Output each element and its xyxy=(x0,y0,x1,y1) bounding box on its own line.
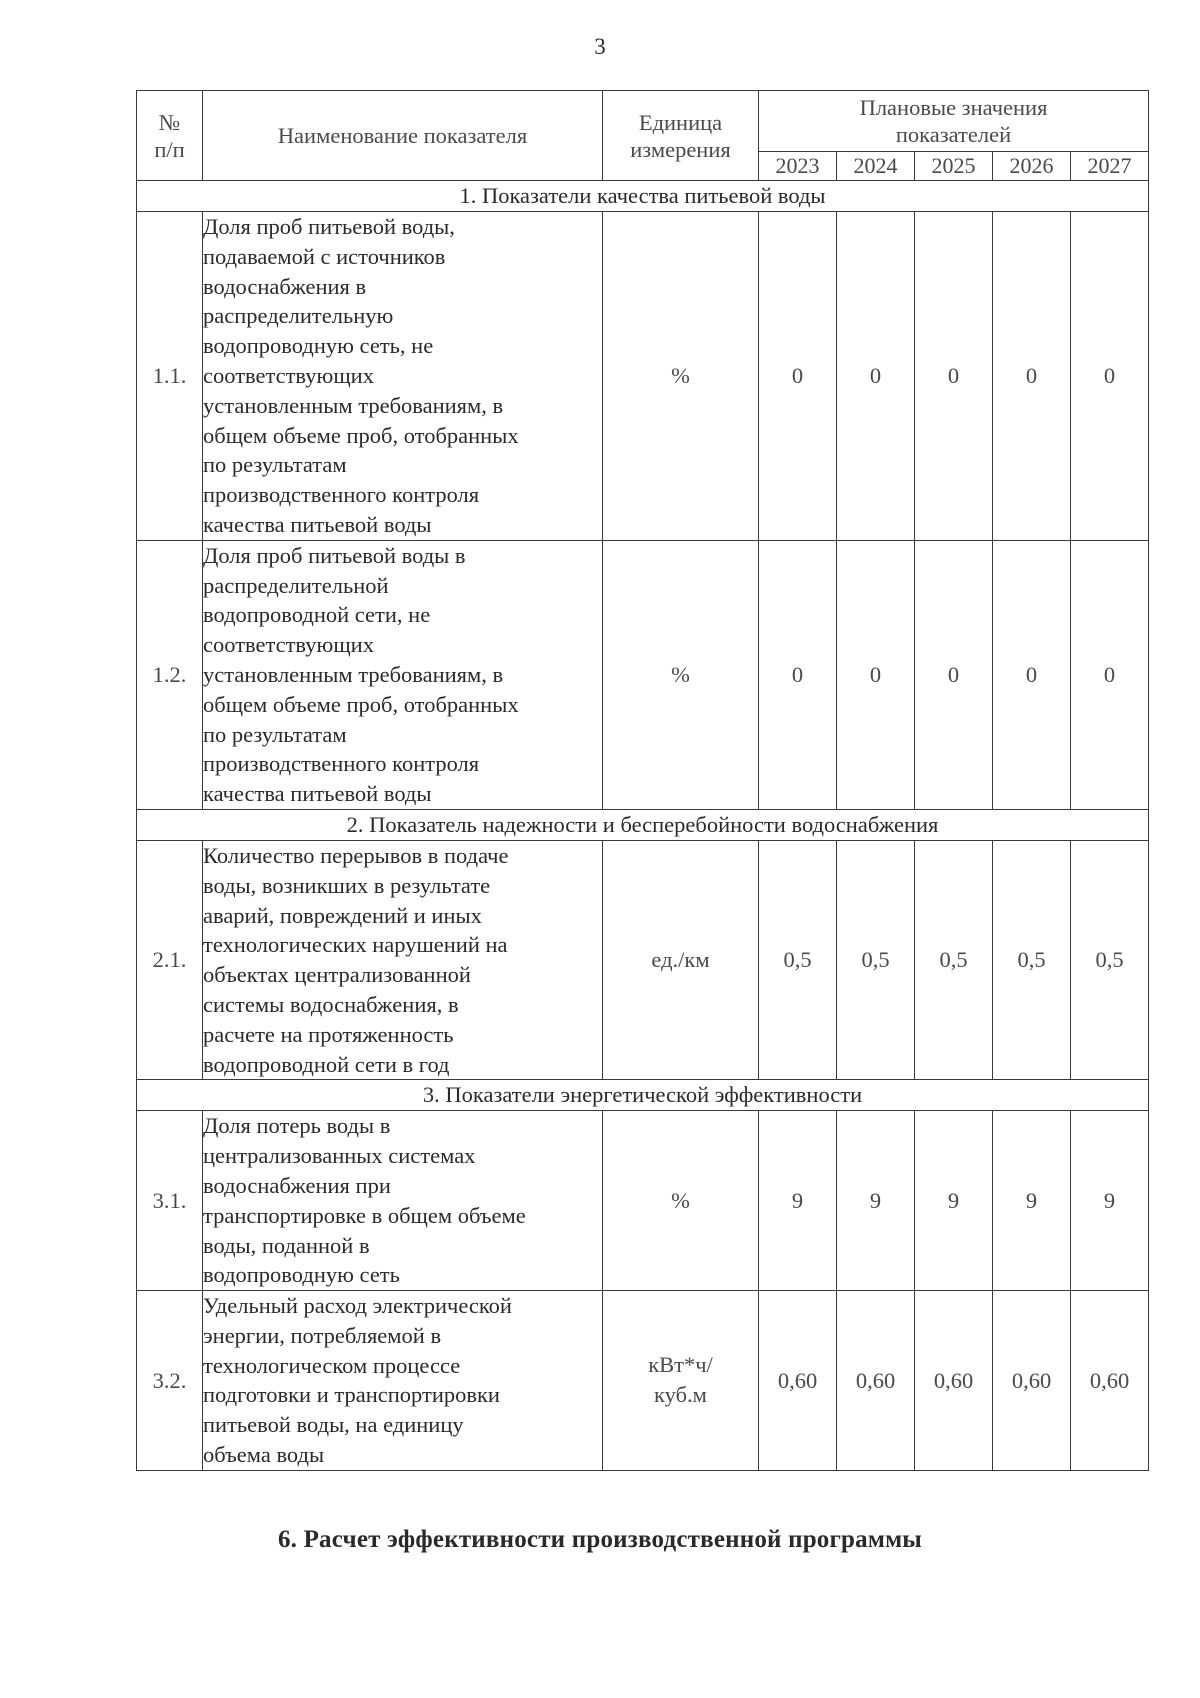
value-cell: 0 xyxy=(915,540,993,809)
value-cell: 0,60 xyxy=(837,1291,915,1471)
indicator-name xyxy=(203,840,603,1079)
value-cell: 0,60 xyxy=(759,1291,837,1471)
header-year: 2026 xyxy=(993,152,1071,181)
indicator-name-text: Доля потерь воды в централизованных системах водоснабжения при транспортировке в общем объеме воды, поданной в водопроводную сеть xyxy=(203,1113,526,1288)
header-planned xyxy=(759,91,1149,152)
value-cell: 9 xyxy=(993,1111,1071,1291)
row-number: 1.2. xyxy=(137,540,203,809)
table-row xyxy=(137,1111,1149,1291)
unit-cell: % xyxy=(603,540,759,809)
header-year: 2027 xyxy=(1071,152,1149,181)
value-cell: 0,5 xyxy=(759,840,837,1079)
unit-cell: % xyxy=(603,212,759,541)
row-number: 3.1. xyxy=(137,1111,203,1291)
value-cell: 0 xyxy=(915,212,993,541)
table-row xyxy=(137,540,1149,809)
value-cell: 9 xyxy=(759,1111,837,1291)
section-row xyxy=(137,181,1149,212)
indicator-name-text: Удельный расход электрической энергии, потребляемой в технологическом процессе подготовки и транспортировки питьевой воды, на единицу объема воды xyxy=(203,1293,512,1468)
header-num-text: № п/п xyxy=(154,109,185,162)
value-cell: 0 xyxy=(759,212,837,541)
indicators-table xyxy=(136,90,1149,1471)
header-unit xyxy=(603,91,759,181)
indicator-name xyxy=(203,212,603,541)
section-title: 2. Показатель надежности и бесперебойности водоснабжения xyxy=(137,809,1149,840)
unit-cell: ед./км xyxy=(603,840,759,1079)
header-name xyxy=(203,91,603,181)
header-num xyxy=(137,91,203,181)
value-cell: 0,5 xyxy=(837,840,915,1079)
value-cell: 9 xyxy=(837,1111,915,1291)
row-number: 3.2. xyxy=(137,1291,203,1471)
unit-cell xyxy=(603,1291,759,1471)
value-cell: 0,5 xyxy=(1071,840,1149,1079)
indicator-name-text: Количество перерывов в подаче воды, возникших в результате аварий, повреждений и иных технологических нарушений на объектах централизованной системы водоснабжения, в расчете на протяженность водопроводной сети в год xyxy=(203,842,509,1077)
indicator-name-text: Доля проб питьевой воды в распределительной водопроводной сети, не соответствующих установленным требованиям, в общем объеме проб, отобранных по результатам производственного контроля качества питьевой воды xyxy=(203,542,519,807)
header-planned-text: Плановые значения показателей xyxy=(859,95,1048,147)
header-year: 2025 xyxy=(915,152,993,181)
value-cell: 0 xyxy=(993,540,1071,809)
section-title: 3. Показатели энергетической эффективности xyxy=(137,1080,1149,1111)
section-title: 1. Показатели качества питьевой воды xyxy=(137,181,1149,212)
value-cell: 0 xyxy=(1071,540,1149,809)
section-heading: 6. Расчет эффективности производственной программы xyxy=(277,1526,923,1553)
value-cell: 0,5 xyxy=(915,840,993,1079)
unit-text: кВт*ч/ куб.м xyxy=(648,1352,713,1408)
value-cell: 0 xyxy=(759,540,837,809)
indicator-name xyxy=(203,1111,603,1291)
value-cell: 0,60 xyxy=(915,1291,993,1471)
value-cell: 0 xyxy=(837,540,915,809)
value-cell: 9 xyxy=(1071,1111,1149,1291)
section-row xyxy=(137,1080,1149,1111)
value-cell: 0 xyxy=(837,212,915,541)
value-cell: 9 xyxy=(915,1111,993,1291)
table-row xyxy=(137,1291,1149,1471)
header-name-text: Наименование показателя xyxy=(277,123,528,148)
indicator-name-text: Доля проб питьевой воды, подаваемой с источников водоснабжения в распределительную водопроводную сеть, не соответствующих установленным требованиям, в общем объеме проб, отобранных по результатам производственного контроля качества питьевой воды xyxy=(203,214,519,537)
header-unit-text: Единица измерения xyxy=(630,109,731,162)
value-cell: 0,60 xyxy=(1071,1291,1149,1471)
table-row xyxy=(137,840,1149,1079)
row-number: 2.1. xyxy=(137,840,203,1079)
row-number: 1.1. xyxy=(137,212,203,541)
value-cell: 0,5 xyxy=(993,840,1071,1079)
page-number: 3 xyxy=(594,34,606,59)
table-row xyxy=(137,212,1149,541)
indicator-name xyxy=(203,1291,603,1471)
unit-cell: % xyxy=(603,1111,759,1291)
header-year: 2023 xyxy=(759,152,837,181)
section-row xyxy=(137,809,1149,840)
indicator-name xyxy=(203,540,603,809)
header-year: 2024 xyxy=(837,152,915,181)
value-cell: 0 xyxy=(1071,212,1149,541)
value-cell: 0 xyxy=(993,212,1071,541)
value-cell: 0,60 xyxy=(993,1291,1071,1471)
